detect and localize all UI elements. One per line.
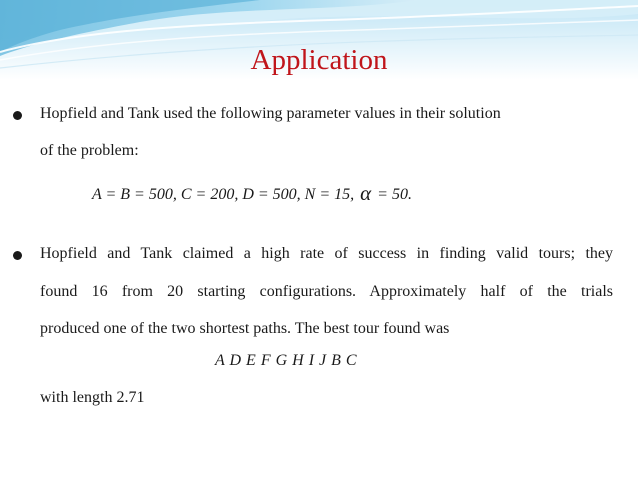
- formula-values: A = B = 500, C = 200, D = 500, N = 15,: [92, 186, 355, 203]
- bullet2-line3: produced one of the two shortest paths. The best tour found was: [40, 320, 450, 337]
- bullet2-line2: found 16 from 20 starting configurations. Approximately half of the trials: [40, 283, 613, 300]
- slide-title: [0, 44, 638, 77]
- slide-title-text: Application: [250, 44, 388, 76]
- bullet-dot: [13, 251, 22, 260]
- bullet1-line2: of the problem:: [40, 142, 139, 159]
- best-tour: A D E F G H I J B C: [215, 352, 358, 369]
- formula-result: = 50.: [377, 186, 412, 203]
- parameter-formula: [92, 180, 412, 205]
- bullet1-line1: Hopfield and Tank used the following parameter values in their solution: [40, 105, 501, 122]
- bullet2-line1: Hopfield and Tank claimed a high rate of success in finding valid tours; they: [40, 245, 613, 262]
- tour-length: with length 2.71: [40, 389, 145, 406]
- bullet-dot: [13, 111, 22, 120]
- alpha-symbol: α: [360, 181, 372, 205]
